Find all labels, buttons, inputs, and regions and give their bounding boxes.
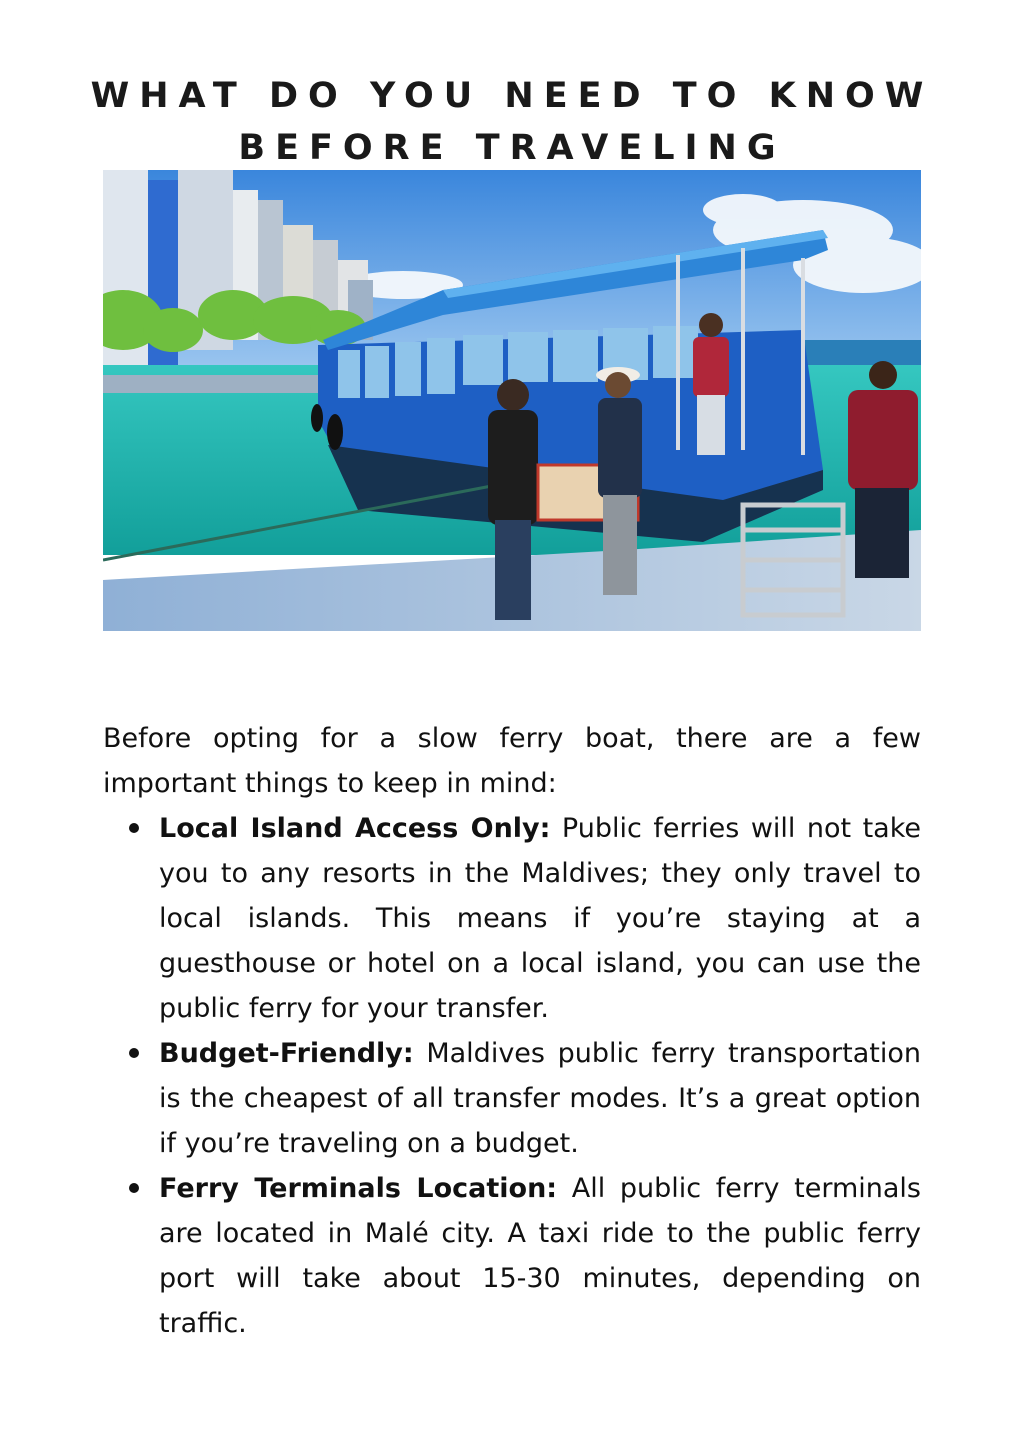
title-line-1: WHAT DO YOU NEED TO KNOW [90,76,934,116]
point-title: Ferry Terminals Location: [159,1173,558,1204]
point-text: Maldives public ferry transportation is the cheapest of all transfer modes. It’s a great option if you’re traveling on a budget. [159,1038,921,1159]
page-title [0,70,1024,174]
ferry-photo [103,170,921,631]
seawall [103,375,323,393]
bullet-icon [129,823,139,833]
key-points-list [103,806,921,1346]
point-title: Budget-Friendly: [159,1038,414,1069]
point-title: Local Island Access Only: [159,813,551,844]
bullet-icon [129,1183,139,1193]
list-item-local-island-access [159,806,921,1031]
point-text: Public ferries will not take you to any resorts in the Maldives; they only travel to local islands. This means if you’re staying at a guesthouse or hotel on a local island, you can use the public ferry for your transfer. [159,813,921,1024]
point-text: All public ferry terminals are located in Malé city. A taxi ride to the public ferry port will take about 15-30 minutes, depending on traffic. [159,1173,922,1339]
list-item-budget-friendly [159,1031,921,1166]
list-item-ferry-terminals-location [159,1166,921,1346]
article-body [103,716,921,1346]
intro-paragraph: Before opting for a slow ferry boat, there are a few important things to keep in mind: [103,723,921,799]
title-line-2: BEFORE TRAVELING [238,128,786,168]
ferry-photo-illustration [103,170,921,631]
bullet-icon [129,1048,139,1058]
